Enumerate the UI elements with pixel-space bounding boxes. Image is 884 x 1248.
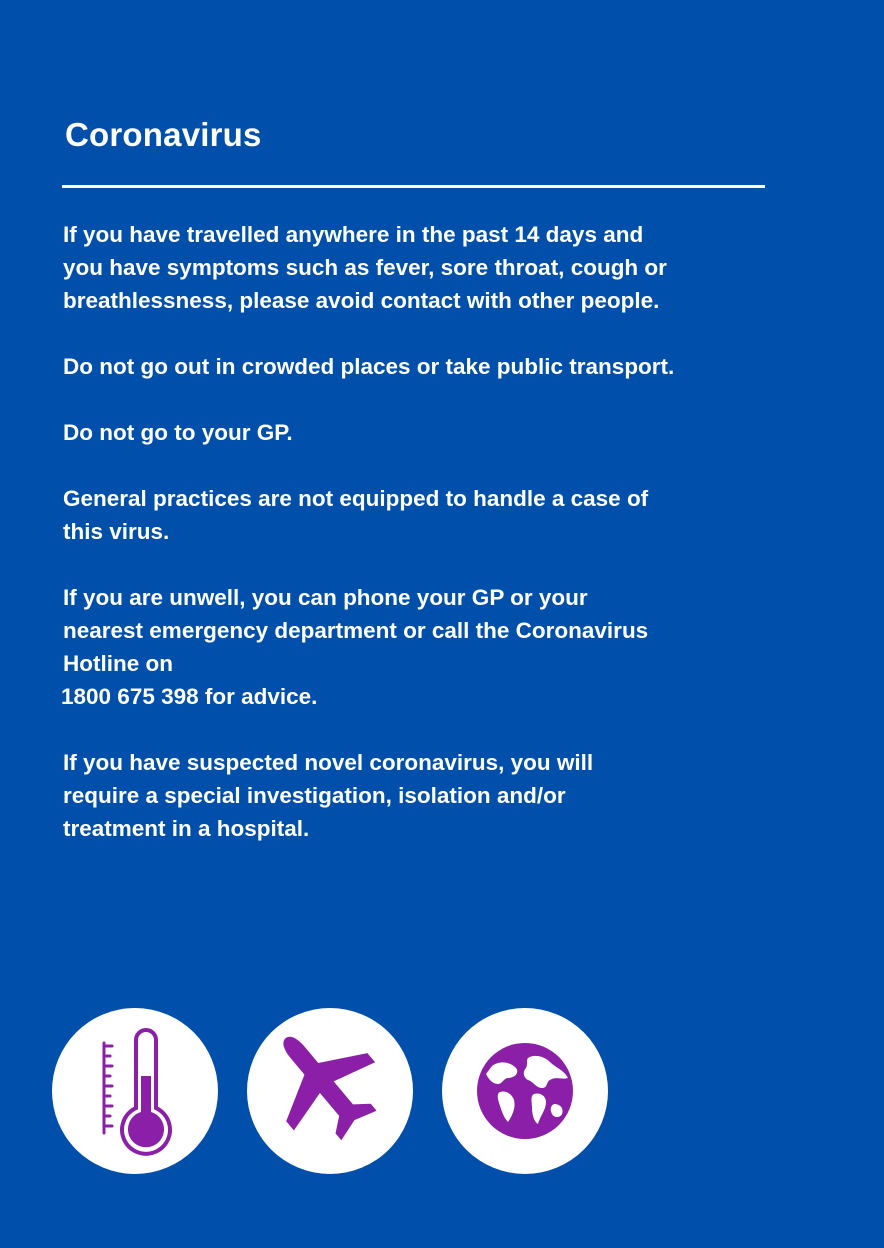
paragraph-crowded-places: Do not go out in crowded places or take public transport. (63, 354, 675, 379)
paragraph-general-practices: General practices are not equipped to handle a case of this virus. (63, 486, 649, 544)
airplane-icon (247, 1008, 413, 1174)
page-title: Coronavirus (65, 116, 262, 153)
thermometer-icon (52, 1008, 218, 1174)
paragraph-hotline (63, 581, 723, 713)
hotline-suffix: for advice. (198, 684, 318, 709)
hotline-text: If you are unwell, you can phone your GP or your nearest emergency department or call the Coronavirus Hotline on (63, 585, 649, 676)
paragraph-gp: Do not go to your GP. (63, 420, 293, 445)
icon-row (52, 1008, 612, 1178)
advice-text (63, 218, 723, 845)
paragraph-suspected: If you have suspected novel coronavirus, you will require a special investigation, isolation and/or treatment in a hospital. (63, 750, 594, 841)
paragraph-travel-symptoms: If you have travelled anywhere in the past 14 days and you have symptoms such as fever, sore throat, cough or breathlessness, please avoid contact with other people. (63, 222, 667, 313)
title-divider (62, 185, 765, 188)
hotline-number: 1800 675 398 (61, 684, 199, 709)
globe-icon (442, 1008, 608, 1174)
